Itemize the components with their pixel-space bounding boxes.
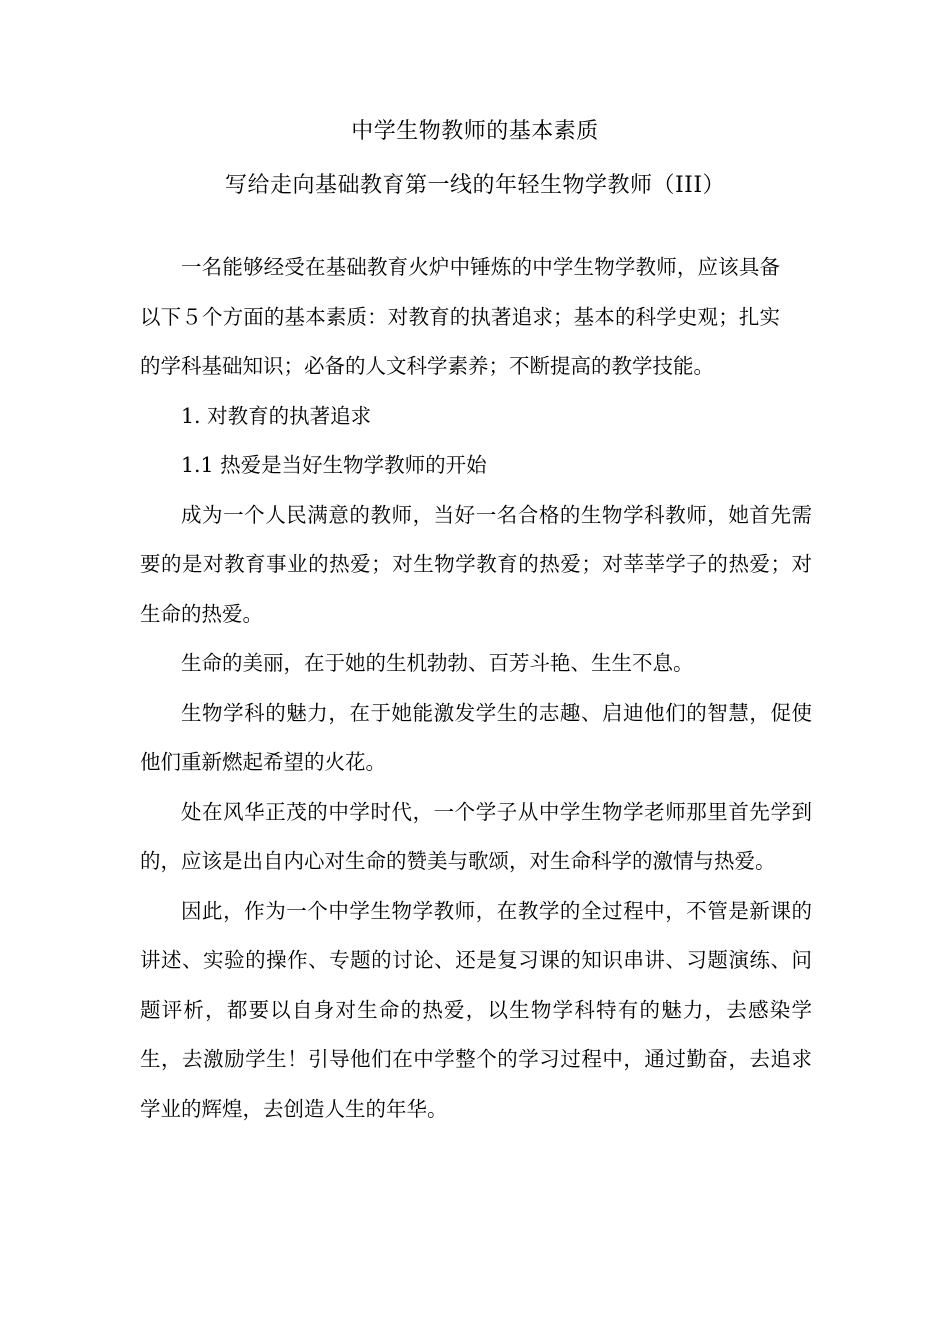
body-paragraph: 因此，作为一个中学生物学教师，在教学的全过程中，不管是新课的讲述、实验的操作、专题的讨论、还是复习课的知识串讲、习题演练、问题评析，都要以自身对生命的热爱，以生物学科特有的魅力，去感染学生，去激励学生！引导他们在中学整个的学习过程中，通过勤奋，去追求学业的辉煌，去创造人生的年华。 [140,898,812,1121]
section-heading: 1. 对教育的执著追求 [181,403,372,428]
document-subtitle: 写给走向基础教育第一线的年轻生物学教师（III） [224,173,726,198]
body-paragraph: 成为一个人民满意的教师，当好一名合格的生物学科教师，她首先需要的是对教育事业的热爱；对生物学教育的热爱；对莘莘学子的热爱；对生命的热爱。 [140,502,812,626]
document-title: 中学生物教师的基本素质 [351,119,599,144]
body-paragraph: 生物学科的魅力，在于她能激发学生的志趣、启迪他们的智慧，促使他们重新燃起希望的火花。 [140,700,812,774]
body-paragraph: 生命的美丽，在于她的生机勃勃、百芳斗艳、生生不息。 [181,651,694,675]
body-paragraph: 处在风华正茂的中学时代，一个学子从中学生物学老师那里首先学到的，应该是出自内心对生命的赞美与歌颂，对生命科学的激情与热爱。 [140,799,812,873]
document-body [140,243,812,1134]
intro-paragraph: 一名能够经受在基础教育火炉中锤炼的中学生物学教师，应该具备以下５个方面的基本素质：对教育的执著追求；基本的科学史观；扎实的学科基础知识；必备的人文科学素养；不断提高的教学技能。 [140,255,780,378]
subsection-heading: 1.1 热爱是当好生物学教师的开始 [181,453,487,477]
